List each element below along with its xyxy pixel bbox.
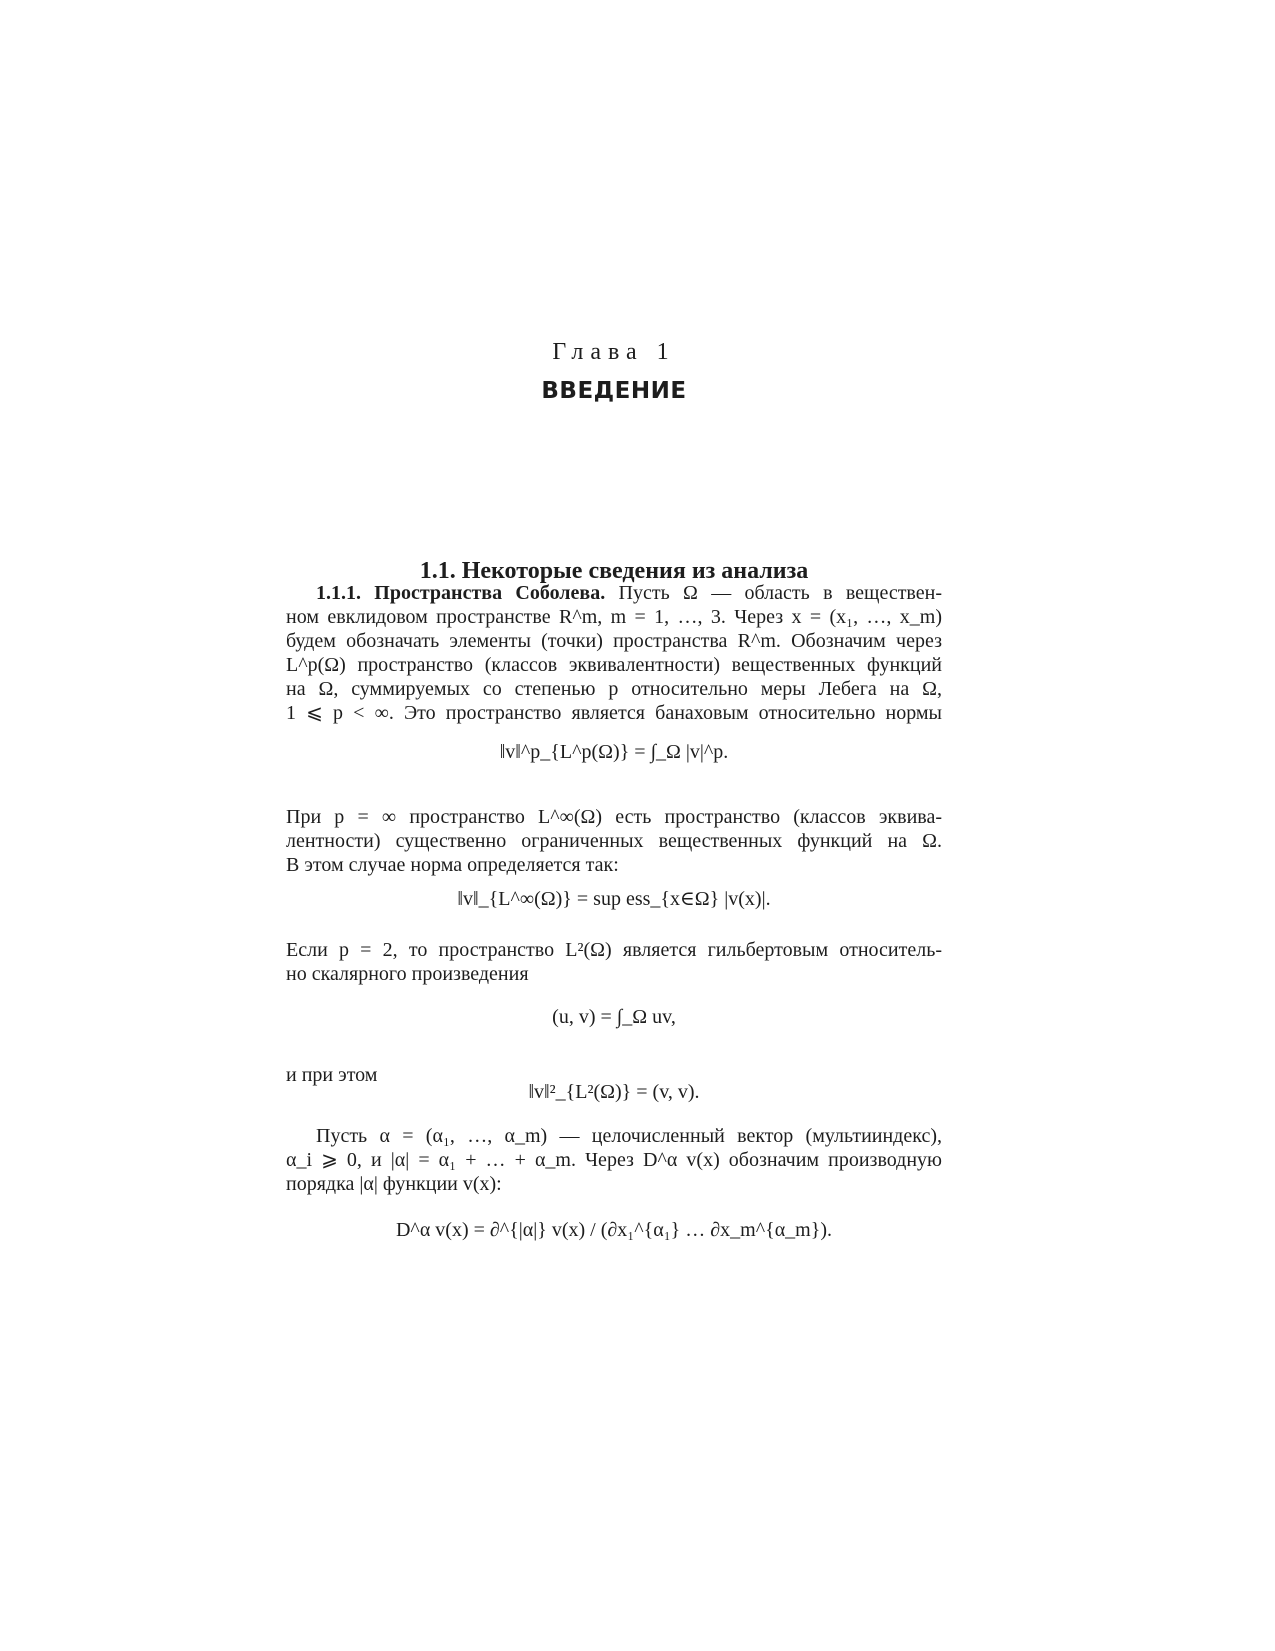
paragraph-3-line-1: Если p = 2, то пространство L²(Ω) является гильбертовым относитель- [286, 939, 942, 961]
chapter-title: ВВЕДЕНИЕ [541, 378, 687, 404]
paragraph-5-line-1: Пусть α = (α₁, …, α_m) — целочисленный вектор (мультииндекс), [316, 1125, 942, 1147]
paragraph-5-line-2: α_i ⩾ 0, и |α| = α₁ + … + α_m. Через D^α v(x) обозначим производную [286, 1149, 942, 1171]
equation-linf-norm: ‖v‖_{L^∞(Ω)} = sup ess_{x∈Ω} |v(x)|. [457, 888, 771, 910]
p1-line-1-text: Пусть Ω — область в веществен- [618, 582, 942, 604]
equation-inner-product: (u, v) = ∫_Ω uv, [552, 1006, 676, 1028]
paragraph-4-line-1: и при этом [286, 1064, 378, 1086]
paragraph-2-line-1: При p = ∞ пространство L^∞(Ω) есть пространство (классов эквива- [286, 806, 942, 828]
equation-derivative: D^α v(x) = ∂^{|α|} v(x) / (∂x₁^{α₁} … ∂x_m^{α_m}). [395, 1219, 832, 1241]
section-title: 1.1. Некоторые сведения из анализа [419, 558, 809, 584]
subsection-title: 1.1.1. Пространства Соболева. [316, 582, 606, 604]
paragraph-1-line-6: 1 ⩽ p < ∞. Это пространство является банаховым относительно нормы [286, 702, 942, 724]
paragraph-2-line-2: лентности) существенно ограниченных вещественных функций на Ω. [286, 830, 942, 852]
paragraph-1-line-3: будем обозначать элементы (точки) пространства R^m. Обозначим через [286, 630, 942, 652]
paragraph-1-line-2: ном евклидовом пространстве R^m, m = 1, …, 3. Через x = (x₁, …, x_m) [286, 606, 942, 628]
paragraph-2-line-3: В этом случае норма определяется так: [286, 854, 619, 876]
paragraph-1-line-5: на Ω, суммируемых со степенью p относительно меры Лебега на Ω, [286, 678, 942, 700]
equation-l2-norm: ‖v‖²_{L²(Ω)} = (v, v). [528, 1081, 700, 1103]
equation-lp-norm: ‖v‖^p_{L^p(Ω)} = ∫_Ω |v|^p. [499, 741, 729, 763]
paragraph-1-line-4: L^p(Ω) пространство (классов эквивалентности) вещественных функций [286, 654, 942, 676]
paragraph-5-line-3: порядка |α| функции v(x): [286, 1173, 502, 1195]
paragraph-3-line-2: но скалярного произведения [286, 963, 529, 985]
chapter-label: Глава 1 [552, 339, 676, 365]
paragraph-1-line-1 [316, 581, 942, 605]
